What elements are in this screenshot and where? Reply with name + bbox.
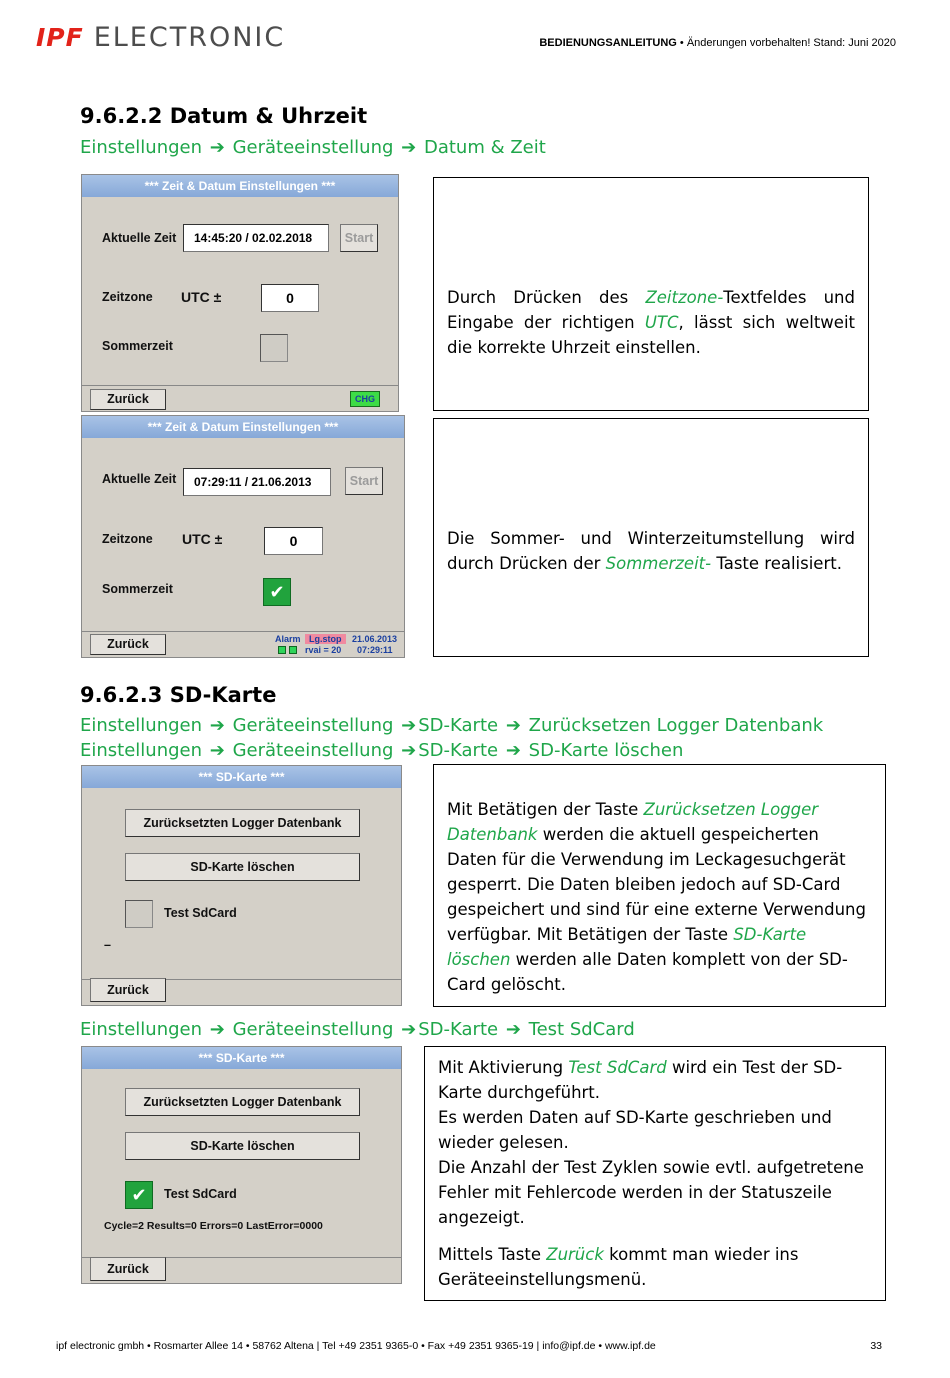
- arrow-right-icon: ➔: [401, 1019, 417, 1040]
- textbox-sd-test-text: [438, 1055, 872, 1292]
- text: werden alle Daten komplett von der SD-Card gelöscht.: [447, 950, 848, 994]
- delete-sd-button[interactable]: SD-Karte löschen: [125, 1132, 360, 1160]
- highlight: Test SdCard: [568, 1058, 667, 1077]
- start-button[interactable]: Start: [345, 467, 383, 495]
- status-time: 07:29:11: [357, 645, 393, 655]
- arrow-right-icon: ➔: [209, 137, 225, 158]
- text: Die Sommer- und Winterzeitumstellung wird durch Drücken der: [447, 529, 855, 573]
- time-field[interactable]: 14:45:20 / 02.02.2018: [183, 224, 329, 252]
- ipf-logo: [36, 22, 285, 52]
- test-sdcard-label: Test SdCard: [164, 1187, 237, 1201]
- utc-label: UTC ±: [182, 531, 223, 547]
- highlight: UTC: [644, 313, 679, 332]
- textbox-sd-reset-text: [447, 797, 872, 997]
- text: Mit Aktivierung: [438, 1058, 569, 1077]
- text: , lässt sich weltweit die korrekte Uhrzeit einstellen.: [447, 313, 855, 357]
- text: werden die aktuell gespeicherten Daten für die Verwendung im Leckagesuchgerät gesperrt. Die Daten bleiben jedoch auf SD-Card gespeichert und sind für eine externe Verwendung verfügbar. Mit Betätigen der Taste: [447, 825, 866, 944]
- text: wird ein Test der SD-Karte durchgeführt.: [438, 1058, 843, 1102]
- zeitzone-label: Zeitzone: [102, 290, 153, 304]
- arrow-right-icon: ➔: [401, 137, 417, 158]
- path-item: SD-Karte: [418, 740, 499, 761]
- screen-title: *** SD-Karte ***: [82, 766, 401, 788]
- reset-logger-button[interactable]: Zurücksetzten Logger Datenbank: [125, 809, 360, 837]
- screen-title: *** SD-Karte ***: [82, 1047, 401, 1069]
- paragraph: [438, 1055, 872, 1105]
- highlight: Zeitzone-: [645, 288, 724, 307]
- doc-type: BEDIENUNGSANLEITUNG: [539, 37, 677, 49]
- logo-electronic-text: ELECTRONIC: [93, 21, 286, 53]
- chg-badge: CHG: [350, 391, 380, 407]
- arrow-right-icon: ➔: [505, 740, 521, 761]
- path-item: Einstellungen: [80, 740, 203, 761]
- screen-zeit-datum-1: [81, 174, 399, 412]
- doc-note: • Änderungen vorbehalten! Stand: Juni 2020: [676, 37, 896, 49]
- alarm-label: Alarm: [275, 634, 301, 644]
- text: Taste realisiert.: [711, 554, 842, 573]
- arrow-right-icon: ➔: [209, 715, 225, 736]
- zurueck-button[interactable]: Zurück: [90, 389, 166, 410]
- path-item: Geräteeinstellung: [232, 740, 394, 761]
- test-sdcard-checkbox-checked[interactable]: ✔: [125, 1181, 153, 1209]
- footer-contact: ipf electronic gmbh • Rosmarter Allee 14 • 58762 Altena | Tel +49 2351 9365-0 • Fax +49 2351 9365-19 | info@ipf.de • www.ipf.de: [56, 1340, 656, 1352]
- highlight: Zurück: [546, 1245, 604, 1264]
- text: Durch Drücken des: [447, 288, 646, 307]
- text: Mittels Taste: [438, 1245, 547, 1264]
- paragraph: Die Anzahl der Test Zyklen sowie evtl. aufgetretene Fehler mit Fehlercode werden in der Statuszeile angezeigt.: [438, 1158, 864, 1227]
- status-dash: –: [104, 938, 111, 952]
- aktuelle-zeit-label: Aktuelle Zeit: [102, 231, 177, 245]
- nav-path-sd-test: [80, 1019, 635, 1040]
- textbox-sommerzeit-text: [447, 526, 855, 576]
- path-item: SD-Karte: [418, 1019, 499, 1040]
- path-item: Datum & Zeit: [423, 137, 546, 158]
- start-button[interactable]: Start: [340, 224, 378, 252]
- alarm-led-icon: [289, 646, 297, 654]
- test-status-line: Cycle=2 Results=0 Errors=0 LastError=0000: [104, 1220, 323, 1232]
- textbox-sd-test: [424, 1046, 886, 1301]
- screen-zeit-datum-2: [81, 415, 405, 658]
- alarm-led-icon: [278, 646, 286, 654]
- nav-path-sd-reset: [80, 715, 823, 736]
- screen-title: *** Zeit & Datum Einstellungen ***: [82, 175, 398, 197]
- sommerzeit-checkbox[interactable]: [260, 334, 288, 362]
- text: Textfeldes und Eingabe der richtigen: [447, 288, 855, 332]
- header-note: [539, 37, 896, 49]
- path-item: Einstellungen: [80, 137, 203, 158]
- nav-path-datum: [80, 137, 546, 158]
- path-item: Geräteeinstellung: [232, 715, 394, 736]
- arrow-right-icon: ➔: [209, 1019, 225, 1040]
- rvai-label: rvai = 20: [305, 645, 342, 655]
- arrow-right-icon: ➔: [209, 740, 225, 761]
- screen-sd-karte-1: [81, 765, 402, 1006]
- path-item: Einstellungen: [80, 715, 203, 736]
- page-number: 33: [870, 1340, 882, 1352]
- paragraph: [438, 1242, 872, 1292]
- text: Mit Betätigen der Taste: [447, 800, 644, 819]
- aktuelle-zeit-label: Aktuelle Zeit: [102, 472, 177, 486]
- textbox-sommerzeit: [433, 418, 869, 657]
- screen-title: *** Zeit & Datum Einstellungen ***: [82, 416, 404, 438]
- zurueck-button[interactable]: Zurück: [90, 634, 166, 655]
- time-field[interactable]: 07:29:11 / 21.06.2013: [183, 468, 331, 496]
- paragraph: Es werden Daten auf SD-Karte geschrieben und wieder gelesen.: [438, 1108, 832, 1152]
- zeitzone-label: Zeitzone: [102, 532, 153, 546]
- test-sdcard-label: Test SdCard: [164, 906, 237, 920]
- utc-field[interactable]: 0: [264, 527, 323, 555]
- nav-path-sd-delete: [80, 740, 683, 761]
- utc-label: UTC ±: [181, 289, 222, 305]
- test-sdcard-checkbox[interactable]: [125, 900, 153, 928]
- textbox-sd-reset: [433, 764, 886, 1007]
- lgstop-label: Lg.stop: [305, 634, 346, 644]
- section-heading-datum: 9.6.2.2 Datum & Uhrzeit: [80, 104, 368, 128]
- reset-logger-button[interactable]: Zurücksetzten Logger Datenbank: [125, 1088, 360, 1116]
- arrow-right-icon: ➔: [505, 715, 521, 736]
- textbox-zeitzone: [433, 177, 869, 411]
- path-item: SD-Karte löschen: [528, 740, 684, 761]
- path-item: Zurücksetzen Logger Datenbank: [528, 715, 824, 736]
- sommerzeit-checkbox-checked[interactable]: ✔: [263, 578, 291, 606]
- highlight: Sommerzeit-: [605, 554, 712, 573]
- status-date: 21.06.2013: [352, 634, 398, 644]
- utc-field[interactable]: 0: [261, 284, 319, 312]
- logo-ipf-text: IPF: [36, 22, 84, 52]
- arrow-right-icon: ➔: [505, 1019, 521, 1040]
- highlight: SD-Karte löschen: [447, 925, 807, 969]
- sommerzeit-label: Sommerzeit: [102, 339, 173, 353]
- path-item: Einstellungen: [80, 1019, 203, 1040]
- delete-sd-button[interactable]: SD-Karte löschen: [125, 853, 360, 881]
- arrow-right-icon: ➔: [401, 740, 417, 761]
- path-item: Geräteeinstellung: [232, 1019, 394, 1040]
- zurueck-button[interactable]: Zurück: [90, 1257, 166, 1281]
- textbox-zeitzone-text: [447, 285, 855, 360]
- zurueck-button[interactable]: Zurück: [90, 978, 166, 1002]
- path-item: SD-Karte: [418, 715, 499, 736]
- highlight: Zurücksetzen Logger Datenbank: [447, 800, 819, 844]
- path-item: Geräteeinstellung: [232, 137, 394, 158]
- sommerzeit-label: Sommerzeit: [102, 582, 173, 596]
- screen-sd-karte-2: [81, 1046, 402, 1284]
- text: kommt man wieder ins Geräteeinstellungsmenü.: [438, 1245, 799, 1289]
- arrow-right-icon: ➔: [401, 715, 417, 736]
- path-item: Test SdCard: [528, 1019, 635, 1040]
- section-heading-sdkarte: 9.6.2.3 SD-Karte: [80, 683, 277, 707]
